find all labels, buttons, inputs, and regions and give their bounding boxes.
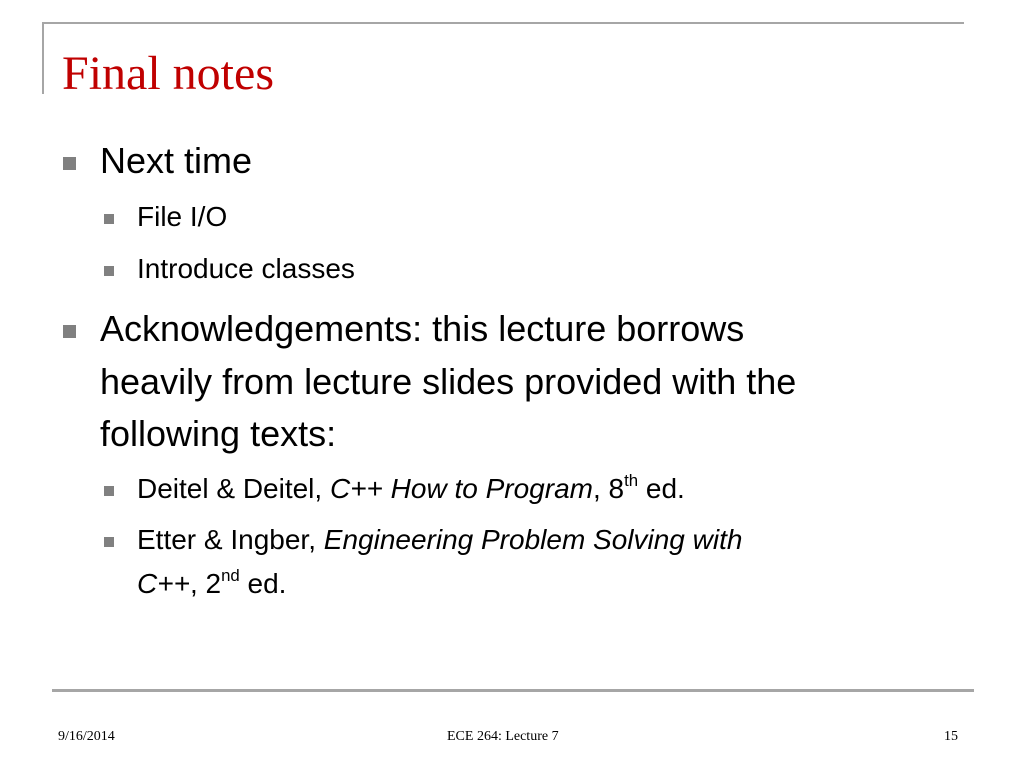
acknowledgements-line-1: Acknowledgements: this lecture borrows (100, 308, 745, 349)
bullet-file-io: File I/O (137, 201, 228, 232)
reference-edition-suffix: ed. (239, 568, 287, 599)
reference-book-title: Engineering Problem Solving with (323, 524, 743, 555)
reference-etter-line-2 (137, 565, 287, 600)
reference-etter-line-1 (137, 524, 742, 556)
reference-book-title-cont: C++ (137, 568, 190, 599)
bullet-next-time: Next time (100, 140, 253, 181)
reference-authors: Etter & Ingber, (137, 524, 324, 555)
reference-edition-ordinal: th (624, 470, 639, 490)
reference-edition-number: 2 (205, 568, 222, 599)
square-bullet-icon (104, 537, 114, 547)
square-bullet-icon (104, 214, 114, 224)
footer-course: ECE 264: Lecture 7 (447, 729, 559, 744)
square-bullet-icon (63, 325, 76, 338)
reference-separator: , (592, 473, 609, 504)
square-bullet-icon (63, 157, 76, 170)
reference-deitel (137, 470, 685, 505)
acknowledgements-line-3: following texts: (100, 413, 337, 454)
reference-edition-suffix: ed. (638, 473, 685, 504)
bullet-introduce-classes: Introduce classes (137, 253, 355, 284)
square-bullet-icon (104, 486, 114, 496)
reference-separator: , (189, 568, 206, 599)
reference-edition-number: 8 (608, 473, 625, 504)
footer-date: 9/16/2014 (58, 729, 115, 744)
reference-edition-ordinal: nd (221, 565, 240, 585)
acknowledgements-line-2: heavily from lecture slides provided with the (100, 361, 797, 402)
footer-page-number: 15 (944, 729, 958, 744)
square-bullet-icon (104, 266, 114, 276)
footer-rule (52, 689, 974, 692)
reference-book-title: C++ How to Program (329, 473, 593, 504)
frame-top-rule (42, 22, 964, 24)
reference-authors: Deitel & Deitel, (137, 473, 330, 504)
slide-title: Final notes (62, 47, 274, 100)
frame-left-rule (42, 22, 44, 94)
